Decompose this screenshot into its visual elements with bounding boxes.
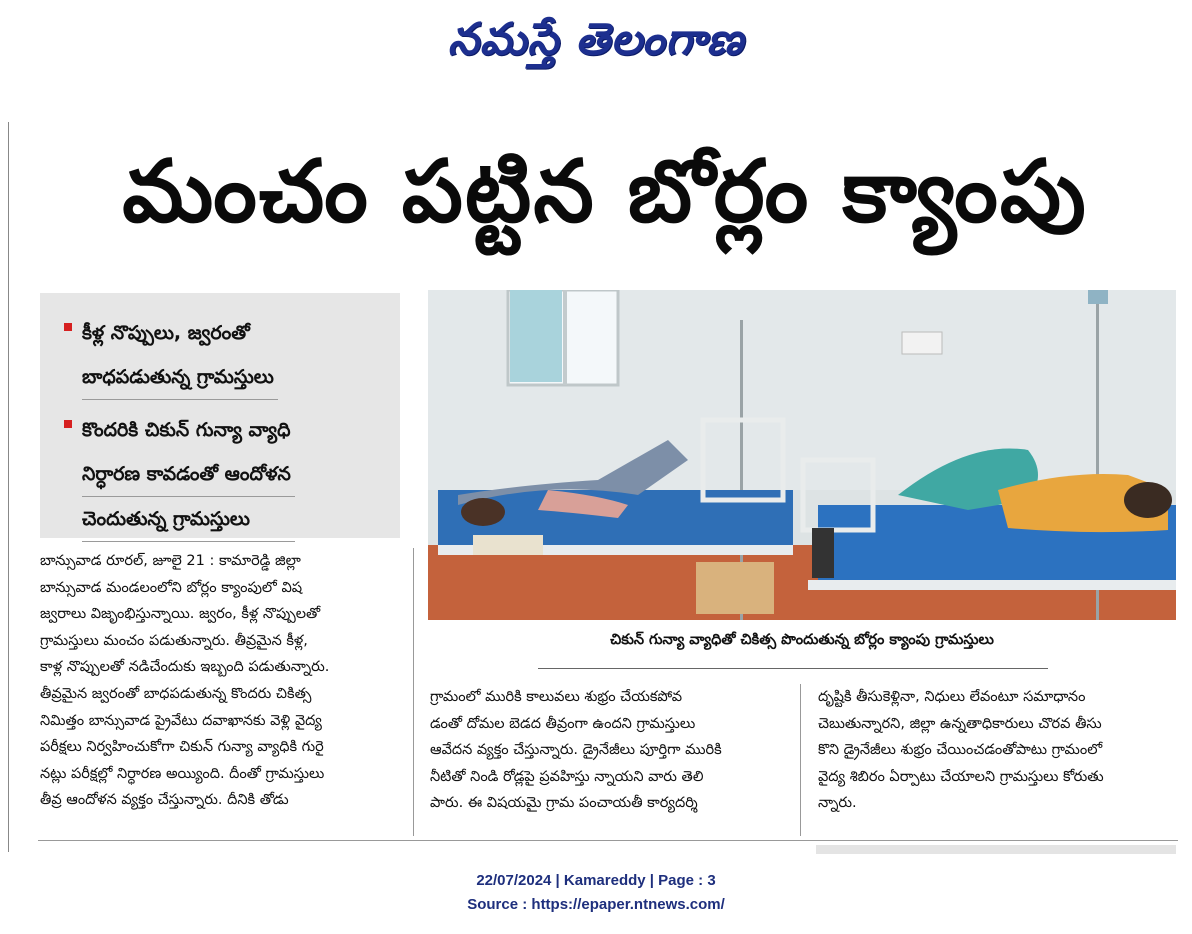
text-line: కాళ్ల నొప్పులతో నడిచేందుకు ఇబ్బంది పడుతున్నారు.: [40, 659, 330, 676]
highlight-line: బాధపడుతున్న గ్రామస్తులు: [82, 355, 278, 400]
highlight-line: కొందరికి చికున్ గున్యా వ్యాధి: [82, 419, 291, 441]
red-square-bullet-icon: [64, 420, 72, 428]
text-line: బాన్సువాడ రూరల్, జూలై 21 : కామారెడ్డి జిల్లా: [40, 553, 301, 569]
text-line: జ్వరాలు విజృంభిస్తున్నాయి. జ్వరం, కీళ్ల నొప్పులతో: [40, 606, 321, 623]
masthead-title: నమస్తే తెలంగాణ: [447, 14, 745, 65]
text-line: తీవ్ర ఆందోళన వ్యక్తం చేస్తున్నారు. దీనికి తోడు: [40, 792, 289, 809]
highlights-box: [40, 293, 400, 538]
text-line: డంతో దోమల బెడద తీవ్రంగా ఉందని గ్రామస్తులు: [430, 715, 696, 732]
hospital-ward-photo: [428, 290, 1176, 620]
article-column-2: [430, 684, 786, 817]
headline-text: మంచం పట్టిన బోర్లం క్యాంపు: [122, 141, 1088, 242]
text-line: బాన్సువాడ మండలంలోని బోర్లం క్యాంపులో విష: [40, 579, 303, 596]
highlight-item: [64, 311, 386, 400]
highlight-line: చెందుతున్న గ్రామస్తులు: [82, 497, 295, 542]
text-line: దృష్టికి తీసుకెళ్లినా, నిధులు లేవంటూ సమాధానం: [818, 689, 1086, 705]
red-square-bullet-icon: [64, 323, 72, 331]
column-divider: [413, 548, 414, 836]
text-line: వైద్య శిబిరం ఏర్పాటు చేయాలని గ్రామస్తులు కోరుతు: [818, 768, 1104, 785]
highlight-line: కీళ్ల నొప్పులు, జ్వరంతో: [82, 322, 250, 344]
footer-source-line: Source : https://epaper.ntnews.com/: [467, 896, 725, 913]
text-line: గ్రామంలో మురికి కాలువలు శుభ్రం చేయకపోవ: [430, 689, 683, 705]
article-column-1: [40, 548, 402, 814]
photo-caption: చికున్ గున్యా వ్యాధితో చికిత్స పొందుతున్న బోర్లం క్యాంపు గ్రామస్తులు: [610, 632, 994, 648]
text-line: తీవ్రమైన జ్వరంతో బాధపడుతున్న కొందరు చికిత్స: [40, 685, 312, 702]
caption-underline: [538, 668, 1048, 669]
text-line: గ్రామస్తులు మంచం పడుతున్నారు. తీవ్రమైన కీళ్ల,: [40, 632, 308, 649]
text-line: చెబుతున్నారని, జిల్లా ఉన్నతాధికారులు చొరవ తీసు: [818, 715, 1102, 732]
text-line: ఆవేదన వ్యక్తం చేస్తున్నారు. డ్రైనేజీలు పూర్తిగా మురికి: [430, 742, 722, 759]
highlight-line: నిర్ధారణ కావడంతో ఆందోళన: [82, 452, 295, 497]
column-divider: [800, 684, 801, 836]
text-line: నట్లు పరీక్షల్లో నిర్ధారణ అయ్యింది. దీంతో గ్రామస్తులు: [40, 765, 325, 782]
text-line: పారు. ఈ విషయమై గ్రామ పంచాయతీ కార్యదర్శి: [430, 795, 698, 812]
article-column-3: [818, 684, 1176, 817]
newspaper-masthead: [0, 6, 1192, 74]
text-line: నిమిత్తం బాన్సువాడ ప్రైవేటు దవాఖానకు వెళ్లి వైద్య: [40, 712, 322, 729]
bottom-rule: [38, 840, 1178, 841]
highlight-item: [64, 408, 386, 542]
article-headline: [30, 128, 1180, 276]
page-left-rule: [8, 122, 9, 852]
footer-date-line: 22/07/2024 | Kamareddy | Page : 3: [476, 872, 716, 889]
text-line: కొని డ్రైనేజీలు శుభ్రం చేయించడంతోపాటు గ్రామంలో: [818, 742, 1103, 759]
text-line: న్నారు.: [818, 795, 857, 812]
bottom-gray-band: [816, 845, 1176, 854]
text-line: పరీక్షలు నిర్వహించుకోగా చికున్ గున్యా వ్యాధికి గురై: [40, 739, 324, 756]
text-line: నీటితో నిండి రోడ్లపై ప్రవహిస్తు న్నాయని వారు తెలి: [430, 768, 704, 785]
